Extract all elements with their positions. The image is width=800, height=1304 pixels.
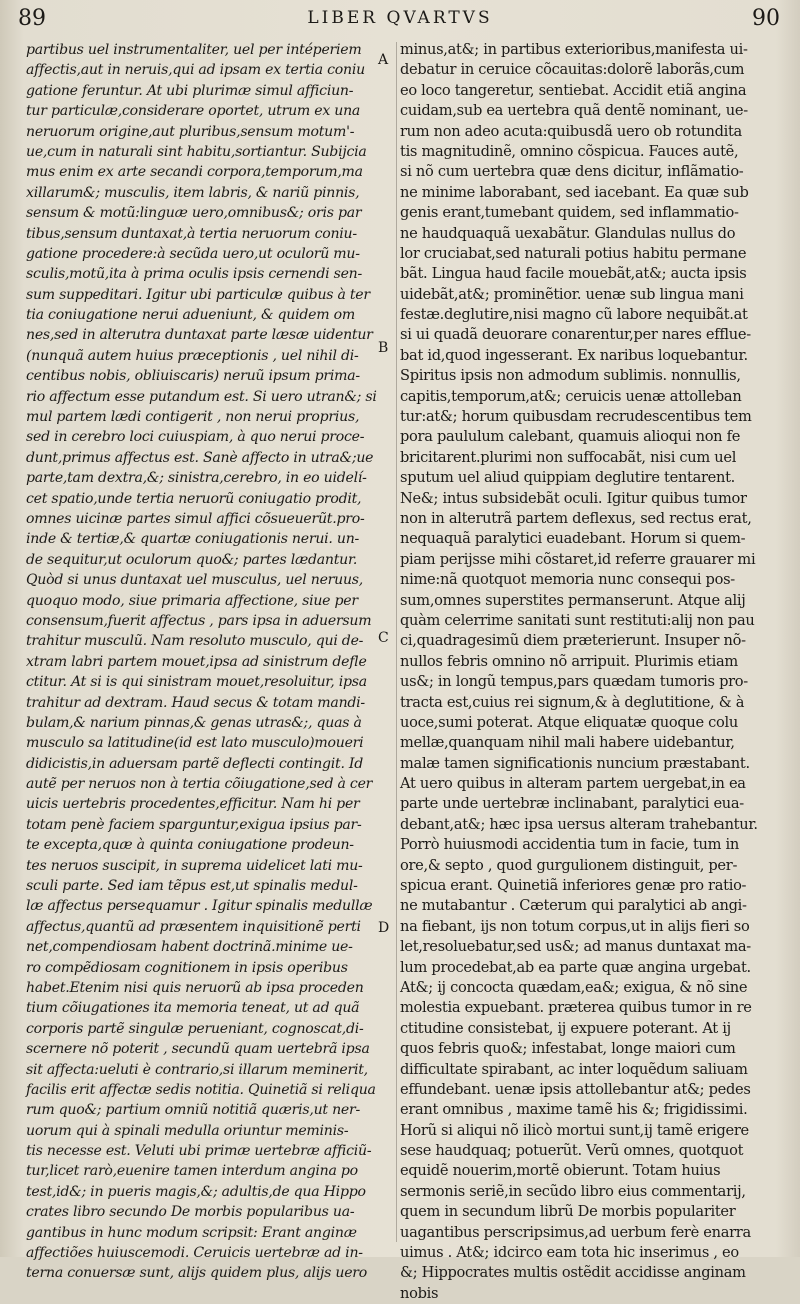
text-line: ne haudquaquã uexabãtur. Glandulas nullus do: [400, 224, 736, 242]
text-line: let,resoluebatur,sed us&; ad manus duntaxat ma-: [400, 938, 751, 956]
text-line: uoce,sumi poterat. Atque eliquatæ quoque colu: [400, 713, 738, 731]
text-line: equidẽ nouerim,mortẽ obierunt. Totam huius: [400, 1162, 721, 1180]
text-line: At&; ij concocta quædam,ea&; exigua, & nõ sine: [400, 978, 748, 996]
text-line: si nõ cum uertebra quæ dens dicitur, inflãmatio-: [400, 163, 744, 181]
text-line: affectus,quantũ ad præsentem inquisitionẽ perti: [26, 918, 361, 935]
text-line: debant,at&; hæc ipsa uersus alteram trahebantur.: [400, 815, 758, 833]
text-line: omnes uicinæ partes simul affici cõsueuerũt.pro-: [26, 510, 365, 527]
text-line: non in alterutrã partem deflexus, sed rectus erat,: [400, 509, 752, 527]
text-line: bricitarent.plurimi non suffocabãt, nisi cum uel: [400, 448, 737, 466]
right-text-column: [400, 40, 772, 1302]
text-line: parte,tam dextra,&; sinistra,cerebro, in eo uidelí-: [26, 470, 367, 487]
text-line: habet.Etenim nisi quis neruorũ ab ipsa proceden: [26, 979, 364, 996]
text-line: (nunquã autem huius præceptionis , uel nihil di-: [26, 347, 359, 364]
text-line: erant omnibus , maxime tamẽ his &; frigidissimi.: [400, 1101, 748, 1119]
text-line: us&; in longũ tempus,pars quædam tumoris pro-: [400, 673, 748, 691]
margin-letter: B: [378, 340, 389, 356]
text-line: Spiritus ipsis non admodum sublimis. nonnullis,: [400, 367, 741, 385]
text-line: sculis,motũ,ita à prima oculis ipsis cernendi sen-: [26, 266, 363, 283]
text-line: parte unde uertebræ inclinabant, paralytici eua-: [400, 795, 744, 813]
text-line: consensum,fuerit affectus , pars ipsa in aduersum: [26, 612, 372, 629]
text-line: gatione feruntur. At ubi plurimæ simul afficiun-: [26, 82, 354, 99]
text-line: nime:nã quotquot memoria nunc consequi pos-: [400, 571, 735, 589]
column-divider: [396, 42, 397, 1242]
text-line: bat id,quod ingesserant. Ex naribus loquebantur.: [400, 346, 748, 364]
left-page-number: 89: [18, 6, 46, 31]
text-line: uimus . At&; idcirco eam tota hic inserimus , eo: [400, 1244, 739, 1262]
text-line: &; Hippocrates multis ostẽdit accidisse anginam: [400, 1264, 746, 1282]
text-line: tur particulæ,considerare oportet, utrum ex una: [26, 103, 361, 120]
text-line: lum procedebat,ab ea parte quæ angina urgebat.: [400, 958, 751, 976]
text-line: musculo sa latitudine(id est lato musculo)moueri: [26, 735, 364, 752]
text-line: tibus,sensum duntaxat,à tertia neruorum coniu-: [26, 225, 357, 242]
text-line: nequaquã paralytici euadebant. Horum si quem-: [400, 530, 746, 548]
text-line: neruorum origine,aut pluribus,sensum motum'-: [26, 123, 355, 140]
text-line: Ne&; intus subsidebãt oculi. Igitur quibus tumor: [400, 489, 747, 507]
text-line: ne mutabantur . Cæterum qui paralytici ab angi-: [400, 897, 747, 915]
text-line: crates libro secundo De morbis popularibus ua-: [26, 1204, 355, 1221]
margin-letter: A: [378, 52, 389, 68]
text-line: effundebant. uenæ ipsis attollebantur at&; pedes: [400, 1080, 751, 1098]
right-page-number: 90: [752, 6, 780, 31]
text-line: læ affectus persequamur . Igitur spinalis medullæ: [26, 898, 373, 915]
text-line: partibus uel instrumentaliter, uel per intéperiem: [26, 42, 362, 58]
text-line: cet spatio,unde tertia neruorũ coniugatio prodit,: [26, 490, 362, 507]
text-line: ctitur. At si is qui sinistram mouet,resoluitur, ipsa: [26, 674, 367, 691]
text-line: bulam,& narium pinnas,& genas utras&;, quas à: [26, 714, 362, 731]
text-line: didicistis,in aduersam partẽ deflecti contingit. Id: [26, 755, 364, 772]
text-line: quàm celerrime sanitati sunt restituti:alij non pau: [400, 611, 755, 629]
text-line: net,compendiosam habent doctrinã.minime ue-: [26, 939, 353, 956]
text-line: spicua erant. Quinetiã inferiores genæ pro ratio-: [400, 877, 747, 895]
margin-letter: C: [378, 630, 389, 646]
text-line: lor cruciabat,sed naturali potius habitu permane: [400, 244, 747, 262]
text-line: mellæ,quanquam nihil mali habere uidebantur,: [400, 734, 735, 752]
text-line: uidebãt,at&; prominẽtior. uenæ sub lingua mani: [400, 285, 744, 303]
text-line: capitis,temporum,at&; ceruicis uenæ attolleban: [400, 387, 742, 405]
text-line: centibus nobis, obliuiscaris) neruũ ipsum prima-: [26, 368, 360, 385]
text-line: sum,omnes superstites permanserunt. Atque alij: [400, 591, 746, 609]
text-line: sculi parte. Sed iam tẽpus est,ut spinalis medul-: [26, 878, 358, 895]
text-line: pora paululum calebant, quamuis alioqui non fe: [400, 428, 741, 446]
text-line: malæ tamen significationis nuncium præstabant.: [400, 754, 750, 772]
text-line: nobis: [400, 1284, 439, 1302]
text-line: tia coniugatione nerui adueniunt, & quidem om: [26, 307, 355, 324]
margin-letters: [374, 40, 396, 1240]
text-line: terna conuersæ sunt, alijs quidem plus, alijs uero: [26, 1265, 368, 1282]
text-line: scernere nõ poterit , secundũ quam uertebrã ipsa: [26, 1041, 370, 1058]
text-line: ro compẽdiosam cognitionem in ipsis operibus: [26, 959, 348, 976]
text-line: gatione procedere:à secũda uero,ut oculorũ mu-: [26, 245, 360, 262]
running-title: LIBER QVARTVS: [307, 8, 493, 28]
text-line: sputum uel aliud quippiam deglutire tentarent.: [400, 469, 736, 487]
text-line: quos febris quo&; infestabat, longe maiori cum: [400, 1040, 736, 1058]
text-line: festæ.deglutire,nisi magno cũ labore nequibãt.at: [400, 306, 748, 324]
text-line: tium cõiugationes ita memoria teneat, ut ad quã: [26, 1000, 360, 1017]
text-line: tur:at&; horum quibusdam recrudescentibus tem: [400, 408, 752, 426]
text-line: xillarum&; musculis, item labris, & nariũ pinnis,: [26, 184, 360, 201]
text-line: mul partem lædi contigerit , non nerui proprius,: [26, 409, 360, 426]
text-line: gantibus in hunc modum scripsit: Erant anginæ: [26, 1224, 357, 1241]
text-line: Horũ si aliqui nõ ilicò mortui sunt,ij tamẽ erigere: [400, 1121, 749, 1139]
text-line: xtram labri partem mouet,ipsa ad sinistrum defle: [26, 653, 367, 670]
text-line: facilis erit affectæ sedis notitia. Quinetiã si reliqua: [26, 1081, 376, 1098]
text-line: difficultate spirabant, ac inter loquẽdum saliuam: [400, 1060, 748, 1078]
text-line: uagantibus perscripsimus,ad uerbum ferè enarra: [400, 1223, 751, 1241]
text-line: trahitur ad dextram. Haud secus & totam mandi-: [26, 694, 365, 711]
text-line: quoquo modo, siue primaria affectione, siue per: [26, 592, 358, 609]
text-line: tes neruos suscipit, in suprema uidelicet lati mu-: [26, 857, 363, 874]
text-line: At uero quibus in alteram partem uergebat,in ea: [400, 775, 746, 793]
text-line: uicis uertebris procedentes,efficitur. Nam hi per: [26, 796, 360, 813]
text-line: tracta est,cuius rei signum,& à deglutitione, & à: [400, 693, 745, 711]
text-line: tis necesse est. Veluti ubi primæ uertebræ afficiũ-: [26, 1143, 372, 1160]
left-text-column: [26, 40, 377, 1282]
text-line: quem in secundum librũ De morbis populariter: [400, 1203, 736, 1221]
text-line: cuidam,sub ea uertebra quã dentẽ nominant, ue-: [400, 102, 748, 120]
text-line: ore,& septo , quod gurgulionem distinguit, per-: [400, 856, 738, 874]
text-line: na fiebant, ijs non totum corpus,ut in alijs fieri so: [400, 917, 750, 935]
text-line: piam perijsse mihi cõstaret,id referre grauarer mi: [400, 550, 756, 568]
text-line: affectis,aut in neruis,qui ad ipsam ex tertia coniu: [26, 62, 365, 79]
text-line: bãt. Lingua haud facile mouebãt,at&; aucta ipsis: [400, 265, 747, 283]
text-line: sese haudquaq; potuerũt. Verũ omnes, quotquot: [400, 1142, 744, 1160]
running-header: [0, 0, 800, 40]
text-line: debatur in ceruice cõcauitas:dolorẽ laborãs,cum: [400, 61, 745, 79]
text-line: dunt,primus affectus est. Sanè affecto in utra&;ue: [26, 449, 374, 466]
text-line: sit affecta:ueluti è contrario,si illarum meminerit,: [26, 1061, 368, 1078]
text-line: minus,at&; in partibus exterioribus,manifesta ui-: [400, 41, 748, 58]
text-line: affectiões huiuscemodi. Ceruicis uertebræ ad in-: [26, 1245, 363, 1262]
text-line: molestia expuebant. præterea quibus tumor in re: [400, 999, 752, 1017]
text-line: nes,sed in alterutra duntaxat parte læsæ uidentur: [26, 327, 373, 344]
text-line: sermonis seriẽ,in secũdo libro eius commentarij,: [400, 1182, 746, 1200]
text-line: ne minime laborabant, sed iacebant. Ea quæ sub: [400, 183, 749, 201]
text-line: eo loco tangeretur, sentiebat. Accidit etiã angina: [400, 81, 747, 99]
text-line: Quòd si unus duntaxat uel musculus, uel neruus,: [26, 572, 364, 589]
text-line: si ui quadã deuorare conarentur,per nares efflue-: [400, 326, 751, 344]
text-line: autẽ per neruos non à tertia cõiugatione,sed à cer: [26, 776, 373, 793]
text-line: tis magnitudinẽ, omnino cõspicua. Fauces autẽ,: [400, 142, 739, 160]
text-line: de sequitur,ut oculorum quo&; partes lædantur.: [26, 551, 358, 568]
text-line: ci,quadragesimũ diem præterierunt. Insuper nõ-: [400, 632, 746, 650]
text-line: Porrò huiusmodi accidentia tum in facie, tum in: [400, 836, 739, 854]
text-line: nullos febris omnino nõ arripuit. Plurimis etiam: [400, 652, 738, 670]
text-line: test,id&; in pueris magis,&; adultis,de qua Hippo: [26, 1183, 366, 1200]
text-line: inde & tertiæ,& quartæ coniugationis nerui. un-: [26, 531, 360, 548]
text-line: ue,cum in naturali sint habitu,sortiantur. Subijcia: [26, 143, 367, 160]
text-line: totam penè faciem sparguntur,exigua ipsius par-: [26, 816, 362, 833]
text-line: tur,licet rarò,euenire tamen interdum angina po: [26, 1163, 358, 1180]
text-line: rio affectum esse putandum est. Si uero utran&; si: [26, 388, 377, 405]
text-line: sum suppeditari. Igitur ubi particulæ quibus à ter: [26, 286, 370, 303]
text-line: rum quo&; partium omniũ notitiã quæris,ut ner-: [26, 1102, 360, 1119]
text-line: sensum & motũ:linguæ uero,omnibus&; oris par: [26, 205, 362, 222]
text-line: ctitudine consistebat, ij expuere poterant. At ij: [400, 1019, 731, 1037]
text-line: genis erant,tumebant quidem, sed inflammatio-: [400, 204, 739, 222]
text-line: sed in cerebro loci cuiuspiam, à quo nerui proce-: [26, 429, 365, 446]
text-line: trahitur musculũ. Nam resoluto musculo, qui de-: [26, 633, 364, 650]
text-line: uorum qui à spinali medulla oriuntur meminis-: [26, 1122, 349, 1139]
text-line: mus enim ex arte secandi corpora,temporum,ma: [26, 164, 363, 181]
text-line: te excepta,quæ à quinta coniugatione prodeun-: [26, 837, 354, 854]
text-line: corporis partẽ singulæ perueniant, cognoscat,di-: [26, 1020, 364, 1037]
text-line: rum non adeo acuta:quibusdã uero ob rotundita: [400, 122, 742, 140]
margin-letter: D: [378, 920, 390, 936]
